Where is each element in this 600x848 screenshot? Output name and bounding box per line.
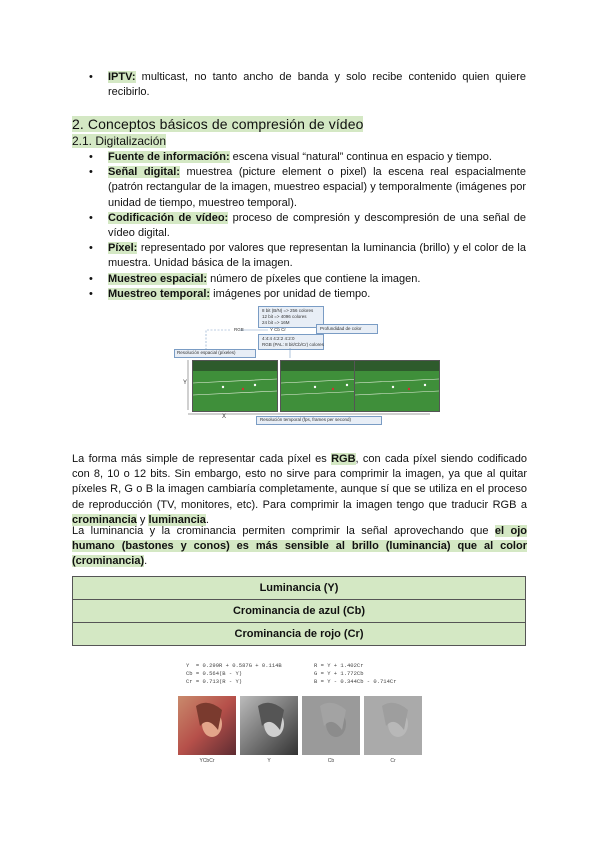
table-row <box>73 577 526 600</box>
subsection-heading: 2.1. Digitalización <box>72 134 167 148</box>
y-axis-label: Y <box>183 380 188 386</box>
list-item <box>108 150 526 165</box>
bullet-text: multicast, no tanto ancho de banda y solo recibe contenido quien quiere recibirlo. <box>108 71 526 99</box>
text-run: . <box>205 513 209 526</box>
temporal-label: Resolución temporal (fps, frames per second) <box>260 417 352 422</box>
bullet-term: Señal digital: <box>108 166 180 179</box>
cb-channel-photo <box>302 696 360 755</box>
bullet-term: Píxel: <box>108 242 138 255</box>
chrominance-term: crominancia <box>72 513 137 526</box>
football-frame-image <box>354 360 440 412</box>
x-axis-label: X <box>222 414 227 420</box>
list-item <box>108 272 526 287</box>
table-cell: Crominancia de rojo (Cr) <box>73 623 526 646</box>
text-run: , con cada píxel siendo codificado con 8, 10 o 12 bits. Sin embargo, esto no sirve para comprimir la imagen, ya que al quitar píxeles R, G o B la imagen cambiaría completamente, aunque sí que se utiliza en el proceso de reproducción (TV, monitores, etc). Para comprimir la imagen tengo que traducir RGB a <box>72 453 528 511</box>
channel-caption: Y <box>267 758 271 764</box>
ycbcr-color-photo <box>178 696 236 755</box>
bullet-term: Muestreo temporal: <box>108 287 211 300</box>
rgb-term: RGB <box>331 453 356 465</box>
text-run: y <box>136 513 149 526</box>
bullet-text: imágenes por unidad de tiempo. <box>210 287 371 300</box>
section-heading: 2. Conceptos básicos de compresión de vídeo <box>72 116 364 132</box>
ycbcr-channels-figure <box>178 696 422 766</box>
table-row <box>73 600 526 623</box>
bullet-term: Muestreo espacial: <box>108 272 208 285</box>
definition-list <box>108 150 526 302</box>
channel-caption: Cb <box>327 758 335 764</box>
bullet-term: Fuente de información: <box>108 151 230 163</box>
sampling-diagram <box>170 300 438 436</box>
channel-caption: YCbCr <box>199 758 215 764</box>
conversion-formulas <box>186 662 397 686</box>
channel-caption: Cr <box>390 758 396 764</box>
y-channel-photo <box>240 696 298 755</box>
format-line: 4:4:4 4:2:2 4:2:0 <box>262 336 295 341</box>
text-run: . <box>144 555 148 568</box>
luma-chroma-paragraph <box>72 524 527 570</box>
list-item <box>108 211 526 241</box>
list-item <box>108 241 526 271</box>
cr-channel-photo <box>364 696 422 755</box>
key-statement: el ojo humano (bastones y conos) es más sensible al brillo (luminancia) que al color (crominancia) <box>72 525 527 568</box>
luminance-term: luminancia <box>148 513 206 526</box>
football-frame-image <box>192 360 278 412</box>
depth-line: 24 bit => 16M <box>262 320 290 325</box>
table-row <box>73 623 526 646</box>
table-cell: Crominancia de azul (Cb) <box>73 600 526 623</box>
depth-line: 12 bit => 4096 colores <box>262 314 307 319</box>
bullet-text: representado por valores que representan la luminancia (brillo) y el color de la muestra. Unidad básica de la imagen. <box>108 242 526 270</box>
rgb-label: RGB <box>234 327 244 332</box>
list-item <box>108 70 526 100</box>
bullet-term: IPTV: <box>108 71 136 83</box>
rgb-paragraph <box>72 452 527 528</box>
ycbcr-label: Y Cb Cr <box>270 327 286 332</box>
table-cell: Luminancia (Y) <box>73 577 526 600</box>
bullet-text: muestrea (picture element o pixel) la escena real espacialmente (patrón rectangular de la imagen, muestreo espacial) y temporalmente (imágenes por unidad de tiempo, muestreo temporal). <box>108 166 526 209</box>
bullet-term: Codificación de vídeo: <box>108 211 229 224</box>
depth-line: 8 bit (B/N) => 256 colores <box>262 308 314 313</box>
format-line: RGB (PAL: 8 bit/Cb/Cr) colores <box>262 342 324 347</box>
spatial-label: Resolución espacial (píxeles) <box>177 350 236 355</box>
depth-label: Profundidad de color <box>320 326 362 331</box>
ycbcr-components-table <box>72 576 526 646</box>
bullet-text: número de píxeles que contiene la imagen. <box>207 272 421 285</box>
ycbcr-to-rgb-formula: R = Y + 1.402Cr G = Y + 1.772Cb B = Y - 0.344Cb - 0.714Cr <box>314 662 397 685</box>
bullet-text: escena visual “natural” continua en espacio y tiempo. <box>229 151 492 163</box>
text-run: La luminancia y la crominancia permiten comprimir la señal aprovechando que <box>72 525 495 537</box>
list-item <box>108 165 526 211</box>
text-run: La forma más simple de representar cada píxel es <box>72 453 332 465</box>
rgb-to-ycbcr-formula: Y = 0.299R + 0.587G + 0.114B Cb = 0.564(B - Y) Cr = 0.713(R - Y) <box>186 662 282 685</box>
iptv-bullet-list <box>108 70 526 100</box>
bullet-text: proceso de compresión y descompresión de una señal de vídeo digital. <box>108 211 526 240</box>
